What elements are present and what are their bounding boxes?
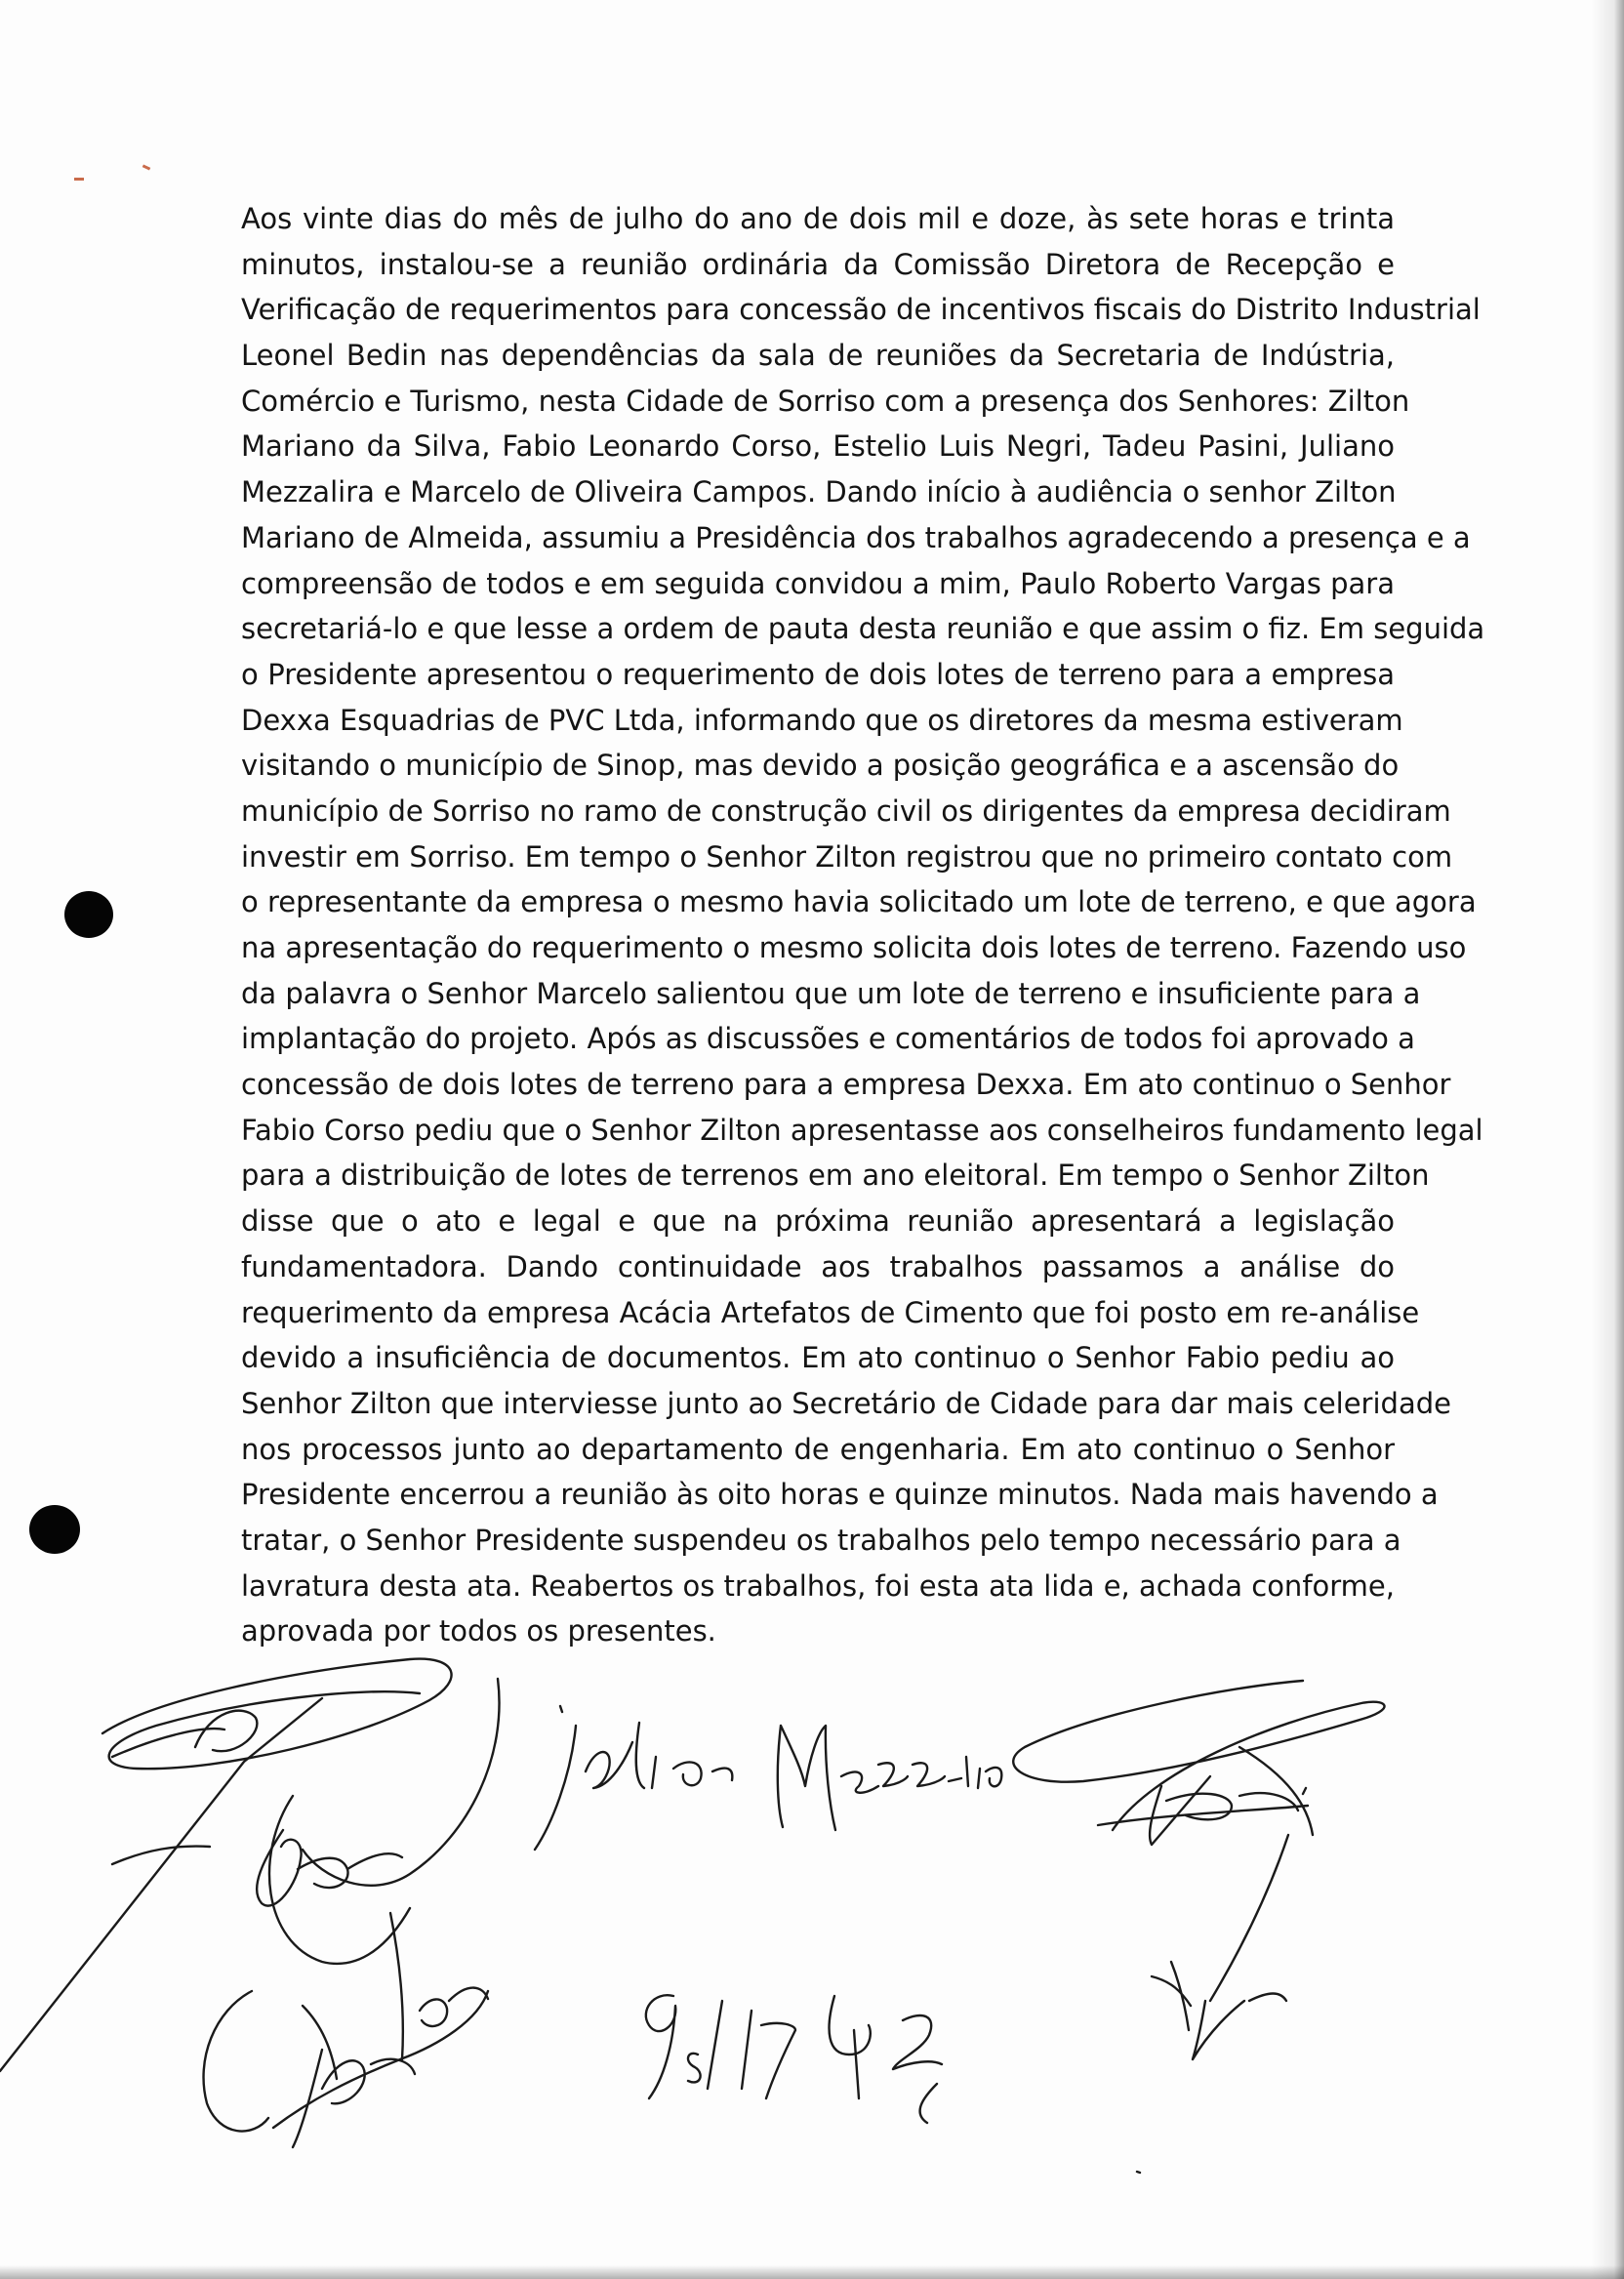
signature-4	[1013, 1681, 1384, 1845]
text-line: Mariano da Silva, Fabio Leonardo Corso, Estelio Luis Negri, Tadeu Pasini, Juliano	[241, 429, 1395, 464]
text-line: Presidente encerrou a reunião às oito horas e quinze minutos. Nada mais havendo a	[241, 1478, 1439, 1512]
signatures-area	[0, 1601, 1624, 2264]
signature-1	[0, 1659, 500, 2071]
text-line: compreensão de todos e em seguida convidou a mim, Paulo Roberto Vargas para	[241, 566, 1395, 600]
text-line: município de Sorriso no ramo de construção civil os dirigentes da empresa decidiram	[241, 794, 1451, 828]
text-line: disse que o ato e legal e que na próxima reunião apresentará a legislação	[241, 1204, 1395, 1239]
text-line: investir em Sorriso. Em tempo o Senhor Zilton registrou que no primeiro contato com	[241, 839, 1453, 874]
text-line: o representante da empresa o mesmo havia solicitado um lote de terreno, e que agora	[241, 885, 1477, 919]
signature-7	[1152, 1835, 1288, 2059]
text-line: secretariá-lo e que lesse a ordem de pauta desta reunião e que assim o fiz. Em seguida	[241, 612, 1485, 646]
signature-julio-mezzalira	[535, 1706, 1001, 1850]
text-line: Verificação de requerimentos para concessão de incentivos fiscais do Distrito Industrial	[241, 293, 1481, 327]
signature-2	[112, 1796, 410, 1964]
text-line: Comércio e Turismo, nesta Cidade de Sorriso com a presença dos Senhores: Zilton	[241, 384, 1410, 418]
text-line: implantação do projeto. Após as discussões e comentários de todos foi aprovado a	[241, 1022, 1415, 1056]
scan-speck	[1137, 2172, 1140, 2173]
scan-shadow-right-edge	[1591, 0, 1624, 2279]
text-line: Senhor Zilton que interviesse junto ao Secretário de Cidade para dar mais celeridade	[241, 1386, 1451, 1420]
text-line: Mariano de Almeida, assumiu a Presidência dos trabalhos agradecendo a presença e a	[241, 520, 1471, 554]
text-line: fundamentadora. Dando continuidade aos trabalhos passamos a análise do	[241, 1249, 1395, 1283]
text-line: nos processos junto ao departamento de engenharia. Em ato continuo o Senhor	[241, 1432, 1395, 1466]
text-line: devido a insuficiência de documentos. Em ato continuo o Senhor Fabio pediu ao	[241, 1341, 1395, 1375]
signature-text: julio Mezzalira	[547, 1789, 649, 1805]
text-line: concessão de dois lotes de terreno para a empresa Dexxa. Em ato continuo o Senhor	[241, 1068, 1451, 1102]
scan-speck	[142, 164, 151, 170]
scan-speck	[74, 178, 84, 181]
text-line: requerimento da empresa Acácia Artefatos de Cimento que foi posto em re-análise	[241, 1295, 1420, 1329]
text-line: na apresentação do requerimento o mesmo solicita dois lotes de terreno. Fazendo uso	[241, 931, 1467, 964]
punch-hole	[64, 891, 113, 938]
text-line: tratar, o Senhor Presidente suspendeu os trabalhos pelo tempo necessário para a	[241, 1523, 1401, 1557]
text-line: visitando o município de Sinop, mas devido a posição geográfica e a ascensão do	[241, 749, 1400, 783]
text-line: para a distribuição de lotes de terrenos em ano eleitoral. Em tempo o Senhor Zilton	[241, 1159, 1430, 1193]
text-line: da palavra o Senhor Marcelo salientou que um lote de terreno e insuficiente para a	[241, 976, 1421, 1010]
punch-hole	[29, 1505, 80, 1554]
text-line: Fabio Corso pediu que o Senhor Zilton apresentasse aos conselheiros fundamento legal	[241, 1113, 1483, 1147]
signature-5	[204, 1913, 488, 2147]
text-line: Leonel Bedin nas dependências da sala de reuniões da Secretaria de Indústria,	[241, 339, 1395, 373]
text-line: minutos, instalou-se a reunião ordinária da Comissão Diretora de Recepção e	[241, 247, 1395, 281]
minutes-body-text	[241, 196, 1485, 1654]
text-line: Aos vinte dias do mês de julho do ano de dois mil e doze, às sete horas e trinta	[241, 202, 1395, 235]
text-line: Dexxa Esquadrias de PVC Ltda, informando que os diretores da mesma estiveram	[241, 703, 1403, 737]
scan-shadow-bottom-edge	[0, 2265, 1624, 2279]
text-line: lavratura desta ata. Reabertos os trabalhos, foi esta ata lida e, achada conforme,	[241, 1568, 1395, 1603]
signature-6	[646, 1995, 942, 2123]
text-line: o Presidente apresentou o requerimento de dois lotes de terreno para a empresa	[241, 657, 1395, 691]
text-line: Mezzalira e Marcelo de Oliveira Campos. Dando início à audiência o senhor Zilton	[241, 475, 1397, 509]
text-line: aprovada por todos os presentes.	[241, 1614, 716, 1648]
